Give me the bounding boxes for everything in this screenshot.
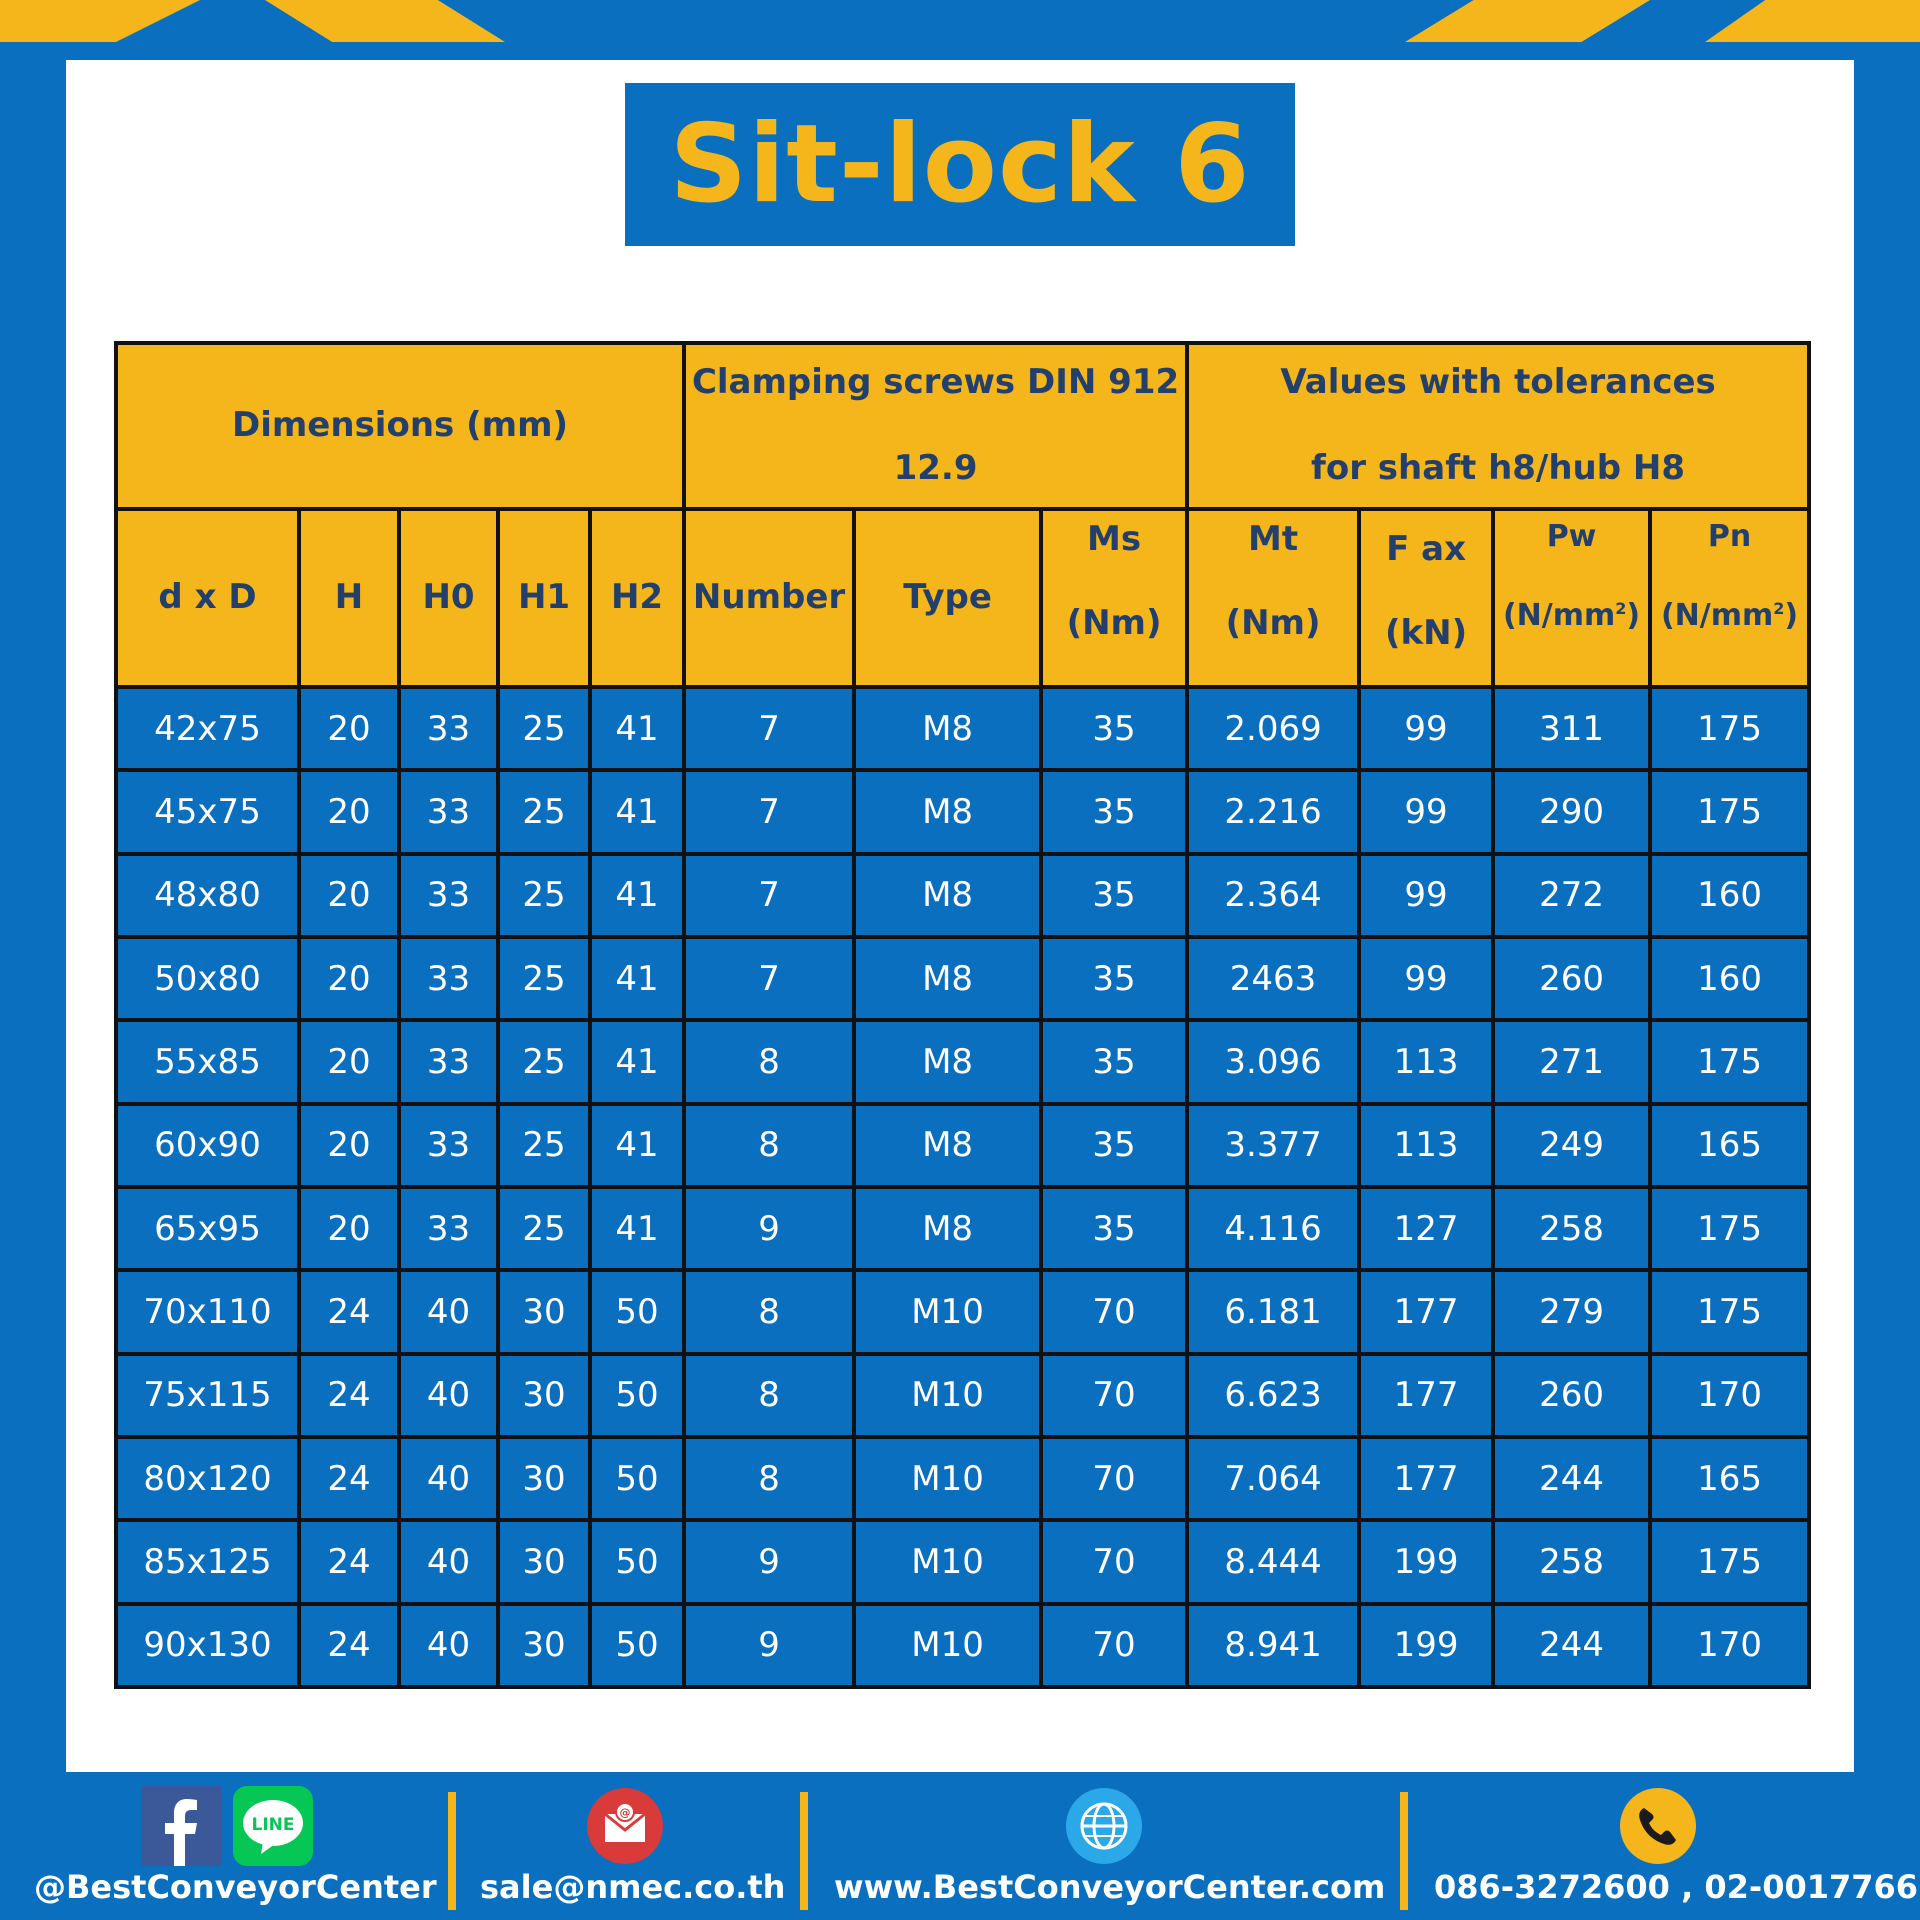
cell-mt: 7.064 (1187, 1437, 1359, 1520)
cell-fax: 177 (1359, 1437, 1493, 1520)
cell-pn: 175 (1650, 1187, 1809, 1270)
title-banner (625, 83, 1295, 246)
cell-H2: 41 (590, 1187, 684, 1270)
table-row (116, 1520, 1809, 1603)
top-stripe-right-1 (1405, 0, 1650, 42)
cell-fax: 99 (1359, 687, 1493, 770)
cell-H: 24 (299, 1437, 399, 1520)
page-title: Sit-lock 6 (669, 102, 1251, 227)
cell-mt: 2463 (1187, 937, 1359, 1020)
email-address[interactable]: sale@nmec.co.th (480, 1868, 786, 1906)
cell-H2: 41 (590, 1104, 684, 1187)
table-row (116, 1437, 1809, 1520)
col-ms-unit: (Nm) (1066, 602, 1162, 643)
cell-H: 24 (299, 1270, 399, 1353)
cell-H2: 41 (590, 687, 684, 770)
cell-pn: 175 (1650, 1020, 1809, 1103)
cell-ms: 70 (1041, 1354, 1187, 1437)
globe-icon[interactable] (1064, 1786, 1144, 1866)
cell-H: 20 (299, 687, 399, 770)
cell-number: 8 (684, 1020, 854, 1103)
cell-mt: 3.377 (1187, 1104, 1359, 1187)
cell-H2: 50 (590, 1520, 684, 1603)
cell-number: 8 (684, 1437, 854, 1520)
cell-H0: 33 (399, 770, 498, 853)
cell-H1: 25 (498, 1020, 590, 1103)
cell-H2: 50 (590, 1604, 684, 1687)
cell-mt: 2.069 (1187, 687, 1359, 770)
cell-pn: 170 (1650, 1354, 1809, 1437)
cell-dxD: 65x95 (116, 1187, 299, 1270)
cell-H1: 25 (498, 687, 590, 770)
table-row (116, 1270, 1809, 1353)
values-line1: Values with tolerances (1280, 362, 1716, 403)
cell-type: M8 (854, 1104, 1041, 1187)
col-type: Type (854, 509, 1041, 687)
cell-fax: 99 (1359, 854, 1493, 937)
cell-dxD: 42x75 (116, 687, 299, 770)
cell-H1: 25 (498, 854, 590, 937)
footer-separator-3 (1400, 1792, 1408, 1910)
cell-type: M10 (854, 1437, 1041, 1520)
cell-H2: 41 (590, 770, 684, 853)
cell-ms: 35 (1041, 937, 1187, 1020)
col-pw-label: Pw (1546, 519, 1597, 554)
cell-H0: 33 (399, 687, 498, 770)
cell-mt: 8.444 (1187, 1520, 1359, 1603)
table-row (116, 1020, 1809, 1103)
cell-ms: 35 (1041, 1187, 1187, 1270)
cell-H0: 33 (399, 1104, 498, 1187)
cell-ms: 70 (1041, 1604, 1187, 1687)
table-row (116, 1604, 1809, 1687)
website-url[interactable]: www.BestConveyorCenter.com (834, 1868, 1386, 1906)
cell-H: 24 (299, 1604, 399, 1687)
cell-type: M8 (854, 1020, 1041, 1103)
cell-ms: 35 (1041, 687, 1187, 770)
cell-pw: 258 (1493, 1187, 1650, 1270)
cell-H1: 30 (498, 1604, 590, 1687)
cell-ms: 70 (1041, 1437, 1187, 1520)
cell-H1: 25 (498, 1104, 590, 1187)
cell-H0: 33 (399, 1020, 498, 1103)
cell-mt: 6.623 (1187, 1354, 1359, 1437)
cell-pw: 311 (1493, 687, 1650, 770)
social-handle[interactable]: @BestConveyorCenter (34, 1868, 437, 1906)
table-row (116, 1104, 1809, 1187)
cell-fax: 199 (1359, 1520, 1493, 1603)
cell-ms: 35 (1041, 854, 1187, 937)
cell-H1: 25 (498, 1187, 590, 1270)
cell-H: 20 (299, 1104, 399, 1187)
cell-pn: 175 (1650, 770, 1809, 853)
col-pn (1650, 509, 1809, 687)
svg-text:@: @ (619, 1806, 631, 1819)
email-icon[interactable] (585, 1786, 665, 1866)
cell-dxD: 50x80 (116, 937, 299, 1020)
cell-type: M8 (854, 687, 1041, 770)
col-fax-unit: (kN) (1384, 612, 1468, 653)
cell-H1: 30 (498, 1354, 590, 1437)
cell-H1: 30 (498, 1520, 590, 1603)
col-mt-label: Mt (1248, 519, 1299, 559)
cell-pw: 260 (1493, 937, 1650, 1020)
cell-dxD: 80x120 (116, 1437, 299, 1520)
cell-fax: 113 (1359, 1104, 1493, 1187)
cell-H1: 30 (498, 1270, 590, 1353)
cell-H2: 41 (590, 854, 684, 937)
cell-mt: 6.181 (1187, 1270, 1359, 1353)
cell-pw: 279 (1493, 1270, 1650, 1353)
table-row (116, 937, 1809, 1020)
cell-dxD: 60x90 (116, 1104, 299, 1187)
col-H2: H2 (590, 509, 684, 687)
cell-H1: 25 (498, 937, 590, 1020)
cell-pn: 170 (1650, 1604, 1809, 1687)
cell-dxD: 75x115 (116, 1354, 299, 1437)
col-pn-label: Pn (1707, 519, 1752, 554)
clamping-line1: Clamping screws DIN 912 (691, 362, 1180, 403)
group-header-row (116, 343, 1809, 509)
cell-dxD: 48x80 (116, 854, 299, 937)
cell-number: 9 (684, 1604, 854, 1687)
cell-type: M10 (854, 1270, 1041, 1353)
col-H: H (299, 509, 399, 687)
table-row (116, 1187, 1809, 1270)
cell-pw: 260 (1493, 1354, 1650, 1437)
cell-ms: 35 (1041, 1020, 1187, 1103)
cell-dxD: 45x75 (116, 770, 299, 853)
cell-pn: 160 (1650, 937, 1809, 1020)
col-H0: H0 (399, 509, 498, 687)
col-mt (1187, 509, 1359, 687)
cell-H: 20 (299, 937, 399, 1020)
col-dxD: d x D (116, 509, 299, 687)
cell-mt: 8.941 (1187, 1604, 1359, 1687)
cell-number: 9 (684, 1187, 854, 1270)
phone-icon[interactable] (1618, 1786, 1698, 1866)
cell-H1: 25 (498, 770, 590, 853)
cell-type: M8 (854, 770, 1041, 853)
cell-pn: 175 (1650, 1520, 1809, 1603)
cell-pw: 271 (1493, 1020, 1650, 1103)
cell-H2: 50 (590, 1437, 684, 1520)
col-H1: H1 (498, 509, 590, 687)
cell-fax: 113 (1359, 1020, 1493, 1103)
group-header-values (1187, 343, 1809, 509)
cell-H2: 41 (590, 937, 684, 1020)
cell-pn: 165 (1650, 1104, 1809, 1187)
top-stripe-right-2 (1705, 0, 1920, 42)
cell-pw: 249 (1493, 1104, 1650, 1187)
cell-fax: 177 (1359, 1354, 1493, 1437)
cell-type: M8 (854, 937, 1041, 1020)
footer-separator-1 (448, 1792, 456, 1910)
cell-H2: 50 (590, 1354, 684, 1437)
cell-ms: 35 (1041, 770, 1187, 853)
cell-type: M8 (854, 854, 1041, 937)
cell-ms: 70 (1041, 1520, 1187, 1603)
cell-mt: 2.216 (1187, 770, 1359, 853)
cell-number: 7 (684, 687, 854, 770)
cell-number: 8 (684, 1354, 854, 1437)
line-icon[interactable] (233, 1786, 313, 1866)
col-pw (1493, 509, 1650, 687)
cell-fax: 99 (1359, 770, 1493, 853)
top-stripe-left-2 (265, 0, 505, 42)
cell-H0: 40 (399, 1270, 498, 1353)
cell-mt: 2.364 (1187, 854, 1359, 937)
cell-mt: 3.096 (1187, 1020, 1359, 1103)
cell-pw: 258 (1493, 1520, 1650, 1603)
spec-table (114, 341, 1811, 1689)
top-stripe-left-1 (0, 0, 200, 42)
cell-H1: 30 (498, 1437, 590, 1520)
col-mt-unit: (Nm) (1225, 602, 1321, 643)
cell-number: 7 (684, 854, 854, 937)
cell-H: 20 (299, 854, 399, 937)
cell-H0: 33 (399, 1187, 498, 1270)
cell-dxD: 55x85 (116, 1020, 299, 1103)
table-row (116, 1354, 1809, 1437)
cell-pw: 290 (1493, 770, 1650, 853)
cell-dxD: 90x130 (116, 1604, 299, 1687)
cell-H0: 33 (399, 937, 498, 1020)
cell-H2: 50 (590, 1270, 684, 1353)
facebook-icon[interactable] (141, 1786, 221, 1866)
cell-H0: 40 (399, 1604, 498, 1687)
cell-pn: 175 (1650, 687, 1809, 770)
cell-dxD: 70x110 (116, 1270, 299, 1353)
col-pw-unit: $(N/mm^2)$ (1502, 597, 1641, 633)
cell-pn: 160 (1650, 854, 1809, 937)
cell-pw: 244 (1493, 1437, 1650, 1520)
table-row (116, 770, 1809, 853)
cell-number: 8 (684, 1104, 854, 1187)
cell-type: M10 (854, 1520, 1041, 1603)
cell-fax: 177 (1359, 1270, 1493, 1353)
cell-type: M10 (854, 1604, 1041, 1687)
phone-numbers[interactable]: 086-3272600 , 02-0017766 (1434, 1868, 1919, 1906)
col-ms-label: Ms (1087, 519, 1142, 559)
table-row (116, 687, 1809, 770)
cell-H: 20 (299, 1020, 399, 1103)
cell-H0: 40 (399, 1520, 498, 1603)
clamping-line2: 12.9 (893, 448, 978, 488)
cell-pw: 272 (1493, 854, 1650, 937)
cell-H: 24 (299, 1520, 399, 1603)
cell-pw: 244 (1493, 1604, 1650, 1687)
group-header-clamping (684, 343, 1187, 509)
cell-pn: 175 (1650, 1270, 1809, 1353)
cell-fax: 99 (1359, 937, 1493, 1020)
cell-H: 24 (299, 1354, 399, 1437)
line-icon-text: LINE (251, 1815, 295, 1835)
cell-type: M10 (854, 1354, 1041, 1437)
col-fax (1359, 509, 1493, 687)
cell-H: 20 (299, 1187, 399, 1270)
cell-H0: 33 (399, 854, 498, 937)
cell-mt: 4.116 (1187, 1187, 1359, 1270)
cell-dxD: 85x125 (116, 1520, 299, 1603)
cell-number: 7 (684, 770, 854, 853)
cell-number: 9 (684, 1520, 854, 1603)
col-number: Number (684, 509, 854, 687)
col-fax-label: F ax (1386, 529, 1467, 569)
cell-H2: 41 (590, 1020, 684, 1103)
table-row (116, 854, 1809, 937)
footer-separator-2 (800, 1792, 808, 1910)
cell-H0: 40 (399, 1354, 498, 1437)
cell-ms: 35 (1041, 1104, 1187, 1187)
cell-number: 7 (684, 937, 854, 1020)
col-ms (1041, 509, 1187, 687)
group-header-dimensions: Dimensions (mm) (116, 343, 684, 509)
values-line2: for shaft h8/hub H8 (1311, 448, 1686, 488)
cell-fax: 199 (1359, 1604, 1493, 1687)
col-pn-unit: $(N/mm^2)$ (1660, 597, 1799, 633)
cell-type: M8 (854, 1187, 1041, 1270)
cell-pn: 165 (1650, 1437, 1809, 1520)
cell-number: 8 (684, 1270, 854, 1353)
cell-ms: 70 (1041, 1270, 1187, 1353)
cell-H0: 40 (399, 1437, 498, 1520)
cell-fax: 127 (1359, 1187, 1493, 1270)
cell-H: 20 (299, 770, 399, 853)
column-header-row (116, 509, 1809, 687)
